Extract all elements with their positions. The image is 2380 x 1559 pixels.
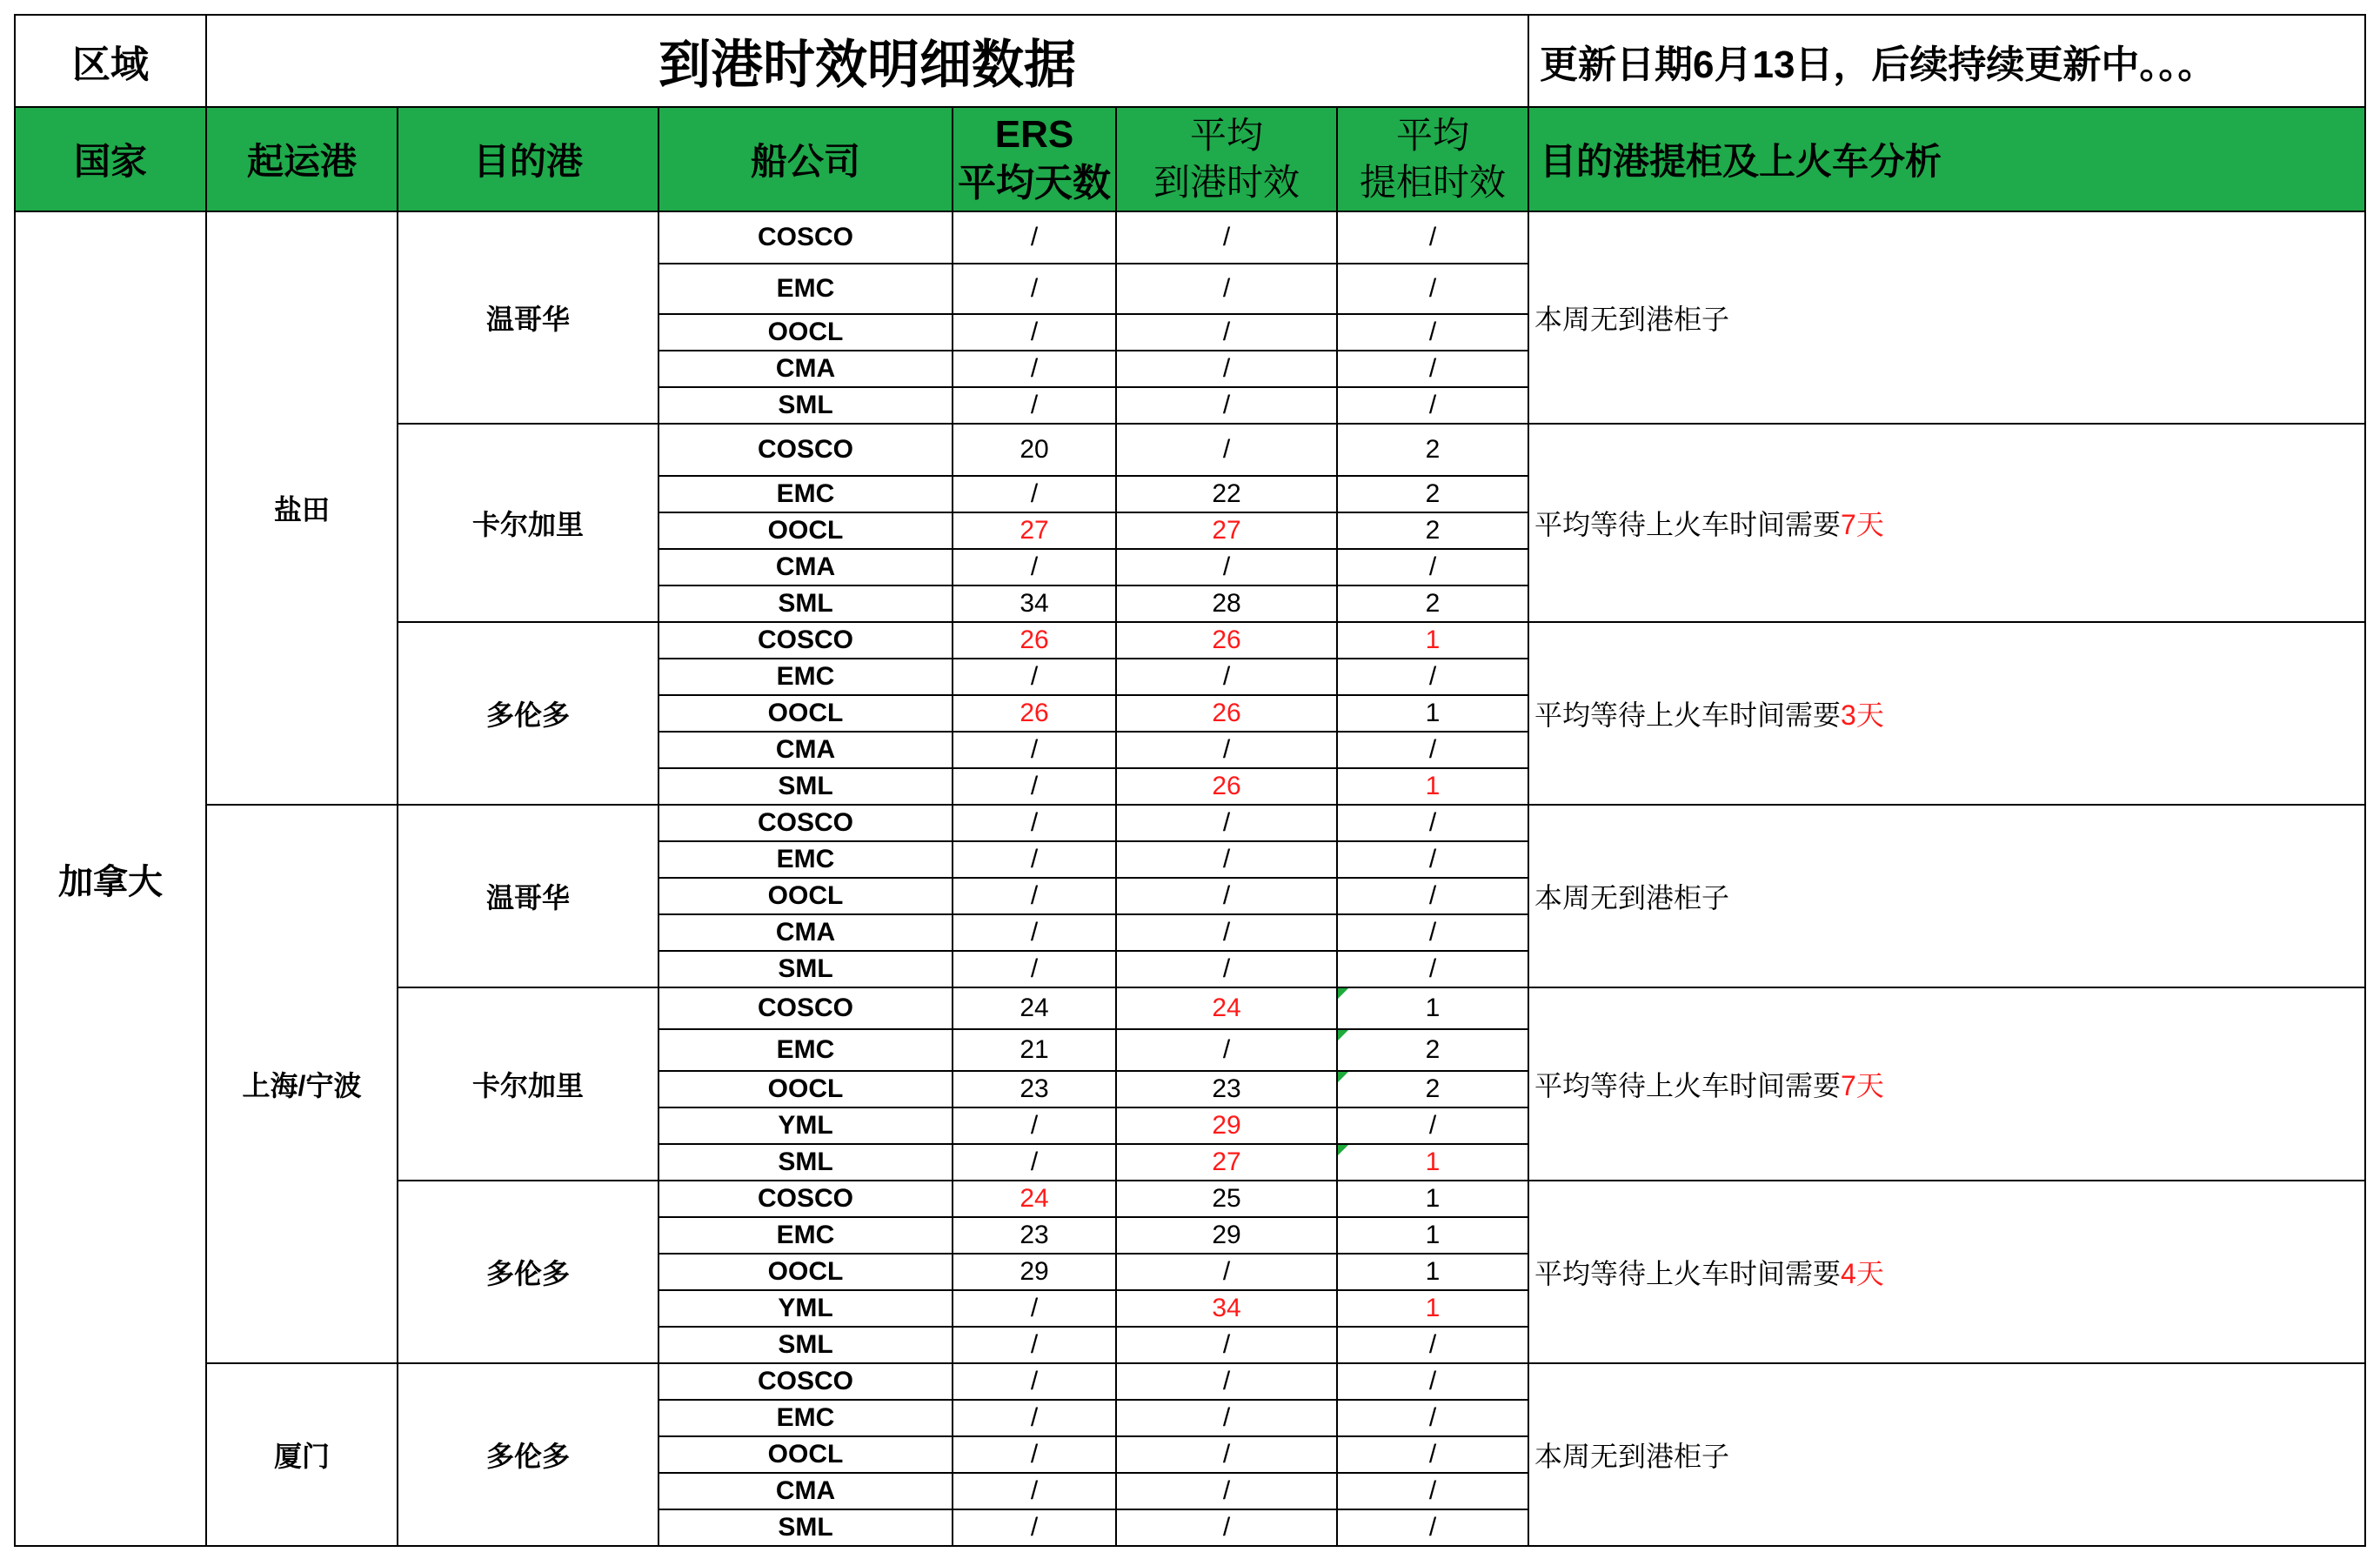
arrival-time-cell: / <box>1116 914 1337 951</box>
ers-days-cell: / <box>953 1436 1116 1473</box>
col-arrival-line2: 到港时效 <box>1153 162 1300 203</box>
arrival-time-cell: 26 <box>1116 768 1337 805</box>
arrival-time-cell: / <box>1116 805 1337 841</box>
col-ers-line2: 平均天数 <box>958 162 1111 204</box>
ers-days-cell: 27 <box>953 512 1116 549</box>
arrival-time-cell: / <box>1116 1327 1337 1363</box>
ers-days-cell: / <box>953 841 1116 878</box>
analysis-note-cell <box>1528 987 2365 1181</box>
ers-days-cell: / <box>953 1290 1116 1327</box>
arrival-time-cell: 27 <box>1116 1144 1337 1181</box>
carrier-cell: CMA <box>659 914 953 951</box>
ers-days-cell: 34 <box>953 585 1116 622</box>
arrival-time-cell: / <box>1116 1436 1337 1473</box>
pickup-time-cell: / <box>1337 841 1528 878</box>
ers-days-cell: / <box>953 1144 1116 1181</box>
pickup-time-cell: / <box>1337 951 1528 987</box>
arrival-time-cell: 29 <box>1116 1217 1337 1254</box>
pickup-time-cell: 1 <box>1337 1254 1528 1290</box>
analysis-note-text: 本周无到港柜子 <box>1534 882 1730 913</box>
ers-days-cell: / <box>953 314 1116 351</box>
analysis-note-cell <box>1528 805 2365 987</box>
analysis-note-highlight: 7天 <box>1841 509 1884 540</box>
carrier-cell: COSCO <box>659 211 953 264</box>
table-row <box>15 211 2365 264</box>
arrival-time-cell: / <box>1116 264 1337 314</box>
carrier-cell: COSCO <box>659 1181 953 1217</box>
table-row <box>15 805 2365 841</box>
sheet-title: 到港时效明细数据 <box>206 15 1528 107</box>
carrier-cell: EMC <box>659 264 953 314</box>
ers-days-cell: / <box>953 878 1116 914</box>
pickup-time-cell: 2 <box>1337 512 1528 549</box>
analysis-note-text: 本周无到港柜子 <box>1534 304 1730 335</box>
carrier-cell: EMC <box>659 476 953 512</box>
ers-days-cell: / <box>953 211 1116 264</box>
pickup-time-cell: 1 <box>1337 1181 1528 1217</box>
ers-days-cell: / <box>953 351 1116 387</box>
ers-days-cell: 20 <box>953 424 1116 476</box>
ers-days-cell: 23 <box>953 1071 1116 1107</box>
carrier-cell: OOCL <box>659 1254 953 1290</box>
analysis-note-highlight: 3天 <box>1841 699 1884 731</box>
ers-days-cell: 21 <box>953 1029 1116 1071</box>
pickup-time-cell: 2 <box>1337 476 1528 512</box>
pickup-time-cell: 1 <box>1337 695 1528 732</box>
arrival-data-table <box>14 14 2366 1547</box>
carrier-cell: COSCO <box>659 424 953 476</box>
country-cell: 加拿大 <box>15 211 206 1546</box>
destination-port-cell: 温哥华 <box>398 211 659 424</box>
col-ers-line1: ERS <box>994 113 1074 156</box>
ers-days-cell: / <box>953 549 1116 585</box>
arrival-time-cell: / <box>1116 211 1337 264</box>
pickup-time-cell: / <box>1337 1327 1528 1363</box>
arrival-time-cell: 34 <box>1116 1290 1337 1327</box>
ers-days-cell: / <box>953 914 1116 951</box>
arrival-time-cell: / <box>1116 1509 1337 1546</box>
pickup-time-cell: 1 <box>1337 1290 1528 1327</box>
carrier-cell: COSCO <box>659 987 953 1029</box>
pickup-time-cell: 1 <box>1337 622 1528 659</box>
ers-days-cell: / <box>953 1327 1116 1363</box>
carrier-cell: SML <box>659 951 953 987</box>
col-pickup <box>1337 107 1528 211</box>
col-destination: 目的港 <box>398 107 659 211</box>
carrier-cell: CMA <box>659 1473 953 1509</box>
destination-port-cell: 多伦多 <box>398 622 659 805</box>
carrier-cell: OOCL <box>659 695 953 732</box>
arrival-time-cell: 26 <box>1116 695 1337 732</box>
analysis-note-cell <box>1528 622 2365 805</box>
arrival-time-cell: / <box>1116 549 1337 585</box>
pickup-time-cell: 2 <box>1337 585 1528 622</box>
ers-days-cell: / <box>953 264 1116 314</box>
ers-days-cell: / <box>953 1363 1116 1400</box>
origin-port-cell: 厦门 <box>206 1363 398 1546</box>
pickup-time-cell: 2 <box>1337 424 1528 476</box>
pickup-time-cell: / <box>1337 211 1528 264</box>
update-note: 更新日期6月13日，后续持续更新中。。。 <box>1528 15 2365 107</box>
ers-days-cell: / <box>953 1473 1116 1509</box>
column-header-row <box>15 107 2365 211</box>
carrier-cell: SML <box>659 768 953 805</box>
arrival-time-cell: / <box>1116 1400 1337 1436</box>
pickup-time-cell: / <box>1337 805 1528 841</box>
arrival-time-cell: / <box>1116 841 1337 878</box>
pickup-time-cell: 1 <box>1337 1217 1528 1254</box>
carrier-cell: COSCO <box>659 1363 953 1400</box>
analysis-note-text: 平均等待上火车时间需要 <box>1534 699 1842 731</box>
carrier-cell: OOCL <box>659 878 953 914</box>
pickup-time-cell: / <box>1337 387 1528 424</box>
arrival-time-cell: / <box>1116 351 1337 387</box>
arrival-time-cell: / <box>1116 424 1337 476</box>
carrier-cell: CMA <box>659 351 953 387</box>
col-carrier: 船公司 <box>659 107 953 211</box>
ers-days-cell: 24 <box>953 987 1116 1029</box>
arrival-time-cell: / <box>1116 951 1337 987</box>
carrier-cell: EMC <box>659 841 953 878</box>
carrier-cell: CMA <box>659 549 953 585</box>
arrival-time-cell: / <box>1116 1029 1337 1071</box>
analysis-note-text: 平均等待上火车时间需要 <box>1534 1070 1842 1101</box>
pickup-time-cell: / <box>1337 732 1528 768</box>
carrier-cell: SML <box>659 1327 953 1363</box>
carrier-cell: EMC <box>659 659 953 695</box>
carrier-cell: COSCO <box>659 805 953 841</box>
col-country: 国家 <box>15 107 206 211</box>
pickup-time-cell: 1 <box>1337 987 1528 1029</box>
pickup-time-cell: / <box>1337 1363 1528 1400</box>
carrier-cell: EMC <box>659 1029 953 1071</box>
pickup-time-cell: / <box>1337 1436 1528 1473</box>
carrier-cell: OOCL <box>659 512 953 549</box>
pickup-time-cell: / <box>1337 1107 1528 1144</box>
destination-port-cell: 温哥华 <box>398 805 659 987</box>
arrival-time-cell: / <box>1116 314 1337 351</box>
ers-days-cell: / <box>953 805 1116 841</box>
col-arrival <box>1116 107 1337 211</box>
pickup-time-cell: / <box>1337 264 1528 314</box>
ers-days-cell: / <box>953 387 1116 424</box>
pickup-time-cell: 1 <box>1337 1144 1528 1181</box>
carrier-cell: COSCO <box>659 622 953 659</box>
analysis-note-cell <box>1528 1363 2365 1546</box>
carrier-cell: SML <box>659 1144 953 1181</box>
ers-days-cell: / <box>953 1509 1116 1546</box>
arrival-time-cell: 25 <box>1116 1181 1337 1217</box>
arrival-time-cell: / <box>1116 732 1337 768</box>
ers-days-cell: 26 <box>953 695 1116 732</box>
pickup-time-cell: / <box>1337 314 1528 351</box>
ers-days-cell: / <box>953 951 1116 987</box>
col-pickup-line1: 平均 <box>1395 115 1469 156</box>
col-ers <box>953 107 1116 211</box>
carrier-cell: OOCL <box>659 314 953 351</box>
ers-days-cell: / <box>953 768 1116 805</box>
pickup-time-cell: 1 <box>1337 768 1528 805</box>
pickup-time-cell: / <box>1337 1400 1528 1436</box>
arrival-time-cell: / <box>1116 659 1337 695</box>
carrier-cell: SML <box>659 387 953 424</box>
arrival-time-cell: / <box>1116 878 1337 914</box>
col-arrival-line1: 平均 <box>1189 115 1263 156</box>
title-row <box>15 15 2365 107</box>
pickup-time-cell: / <box>1337 1473 1528 1509</box>
carrier-cell: YML <box>659 1290 953 1327</box>
arrival-time-cell: 23 <box>1116 1071 1337 1107</box>
analysis-note-highlight: 7天 <box>1841 1070 1884 1101</box>
carrier-cell: SML <box>659 585 953 622</box>
carrier-cell: EMC <box>659 1217 953 1254</box>
origin-port-cell: 盐田 <box>206 211 398 805</box>
ers-days-cell: 26 <box>953 622 1116 659</box>
arrival-time-cell: 29 <box>1116 1107 1337 1144</box>
ers-days-cell: / <box>953 659 1116 695</box>
origin-port-cell: 上海/宁波 <box>206 805 398 1363</box>
pickup-time-cell: / <box>1337 549 1528 585</box>
col-pickup-line2: 提柜时效 <box>1359 162 1506 203</box>
pickup-time-cell: / <box>1337 351 1528 387</box>
pickup-time-cell: 2 <box>1337 1071 1528 1107</box>
carrier-cell: SML <box>659 1509 953 1546</box>
col-origin: 起运港 <box>206 107 398 211</box>
arrival-time-cell: / <box>1116 1363 1337 1400</box>
ers-days-cell: / <box>953 1107 1116 1144</box>
analysis-note-highlight: 4天 <box>1841 1258 1884 1289</box>
ers-days-cell: / <box>953 1400 1116 1436</box>
destination-port-cell: 多伦多 <box>398 1363 659 1546</box>
carrier-cell: EMC <box>659 1400 953 1436</box>
pickup-time-cell: 2 <box>1337 1029 1528 1071</box>
ers-days-cell: 24 <box>953 1181 1116 1217</box>
ers-days-cell: 23 <box>953 1217 1116 1254</box>
destination-port-cell: 卡尔加里 <box>398 424 659 622</box>
analysis-note-text: 平均等待上火车时间需要 <box>1534 509 1842 540</box>
carrier-cell: OOCL <box>659 1071 953 1107</box>
region-label: 区域 <box>15 15 206 107</box>
pickup-time-cell: / <box>1337 878 1528 914</box>
arrival-time-cell: 26 <box>1116 622 1337 659</box>
arrival-time-cell: / <box>1116 387 1337 424</box>
arrival-time-cell: 28 <box>1116 585 1337 622</box>
destination-port-cell: 多伦多 <box>398 1181 659 1363</box>
analysis-note-text: 本周无到港柜子 <box>1534 1441 1730 1472</box>
pickup-time-cell: / <box>1337 1509 1528 1546</box>
analysis-note-cell <box>1528 211 2365 424</box>
arrival-time-cell: 24 <box>1116 987 1337 1029</box>
carrier-cell: YML <box>659 1107 953 1144</box>
arrival-time-cell: 27 <box>1116 512 1337 549</box>
analysis-note-cell <box>1528 424 2365 622</box>
carrier-cell: OOCL <box>659 1436 953 1473</box>
arrival-time-cell: / <box>1116 1254 1337 1290</box>
pickup-time-cell: / <box>1337 914 1528 951</box>
arrival-time-cell: / <box>1116 1473 1337 1509</box>
table-row <box>15 1363 2365 1400</box>
ers-days-cell: 29 <box>953 1254 1116 1290</box>
ers-days-cell: / <box>953 476 1116 512</box>
carrier-cell: CMA <box>659 732 953 768</box>
analysis-note-text: 平均等待上火车时间需要 <box>1534 1258 1842 1289</box>
pickup-time-cell: / <box>1337 659 1528 695</box>
arrival-time-cell: 22 <box>1116 476 1337 512</box>
destination-port-cell: 卡尔加里 <box>398 987 659 1181</box>
analysis-note-cell <box>1528 1181 2365 1363</box>
ers-days-cell: / <box>953 732 1116 768</box>
col-analysis: 目的港提柜及上火车分析 <box>1528 107 2365 211</box>
